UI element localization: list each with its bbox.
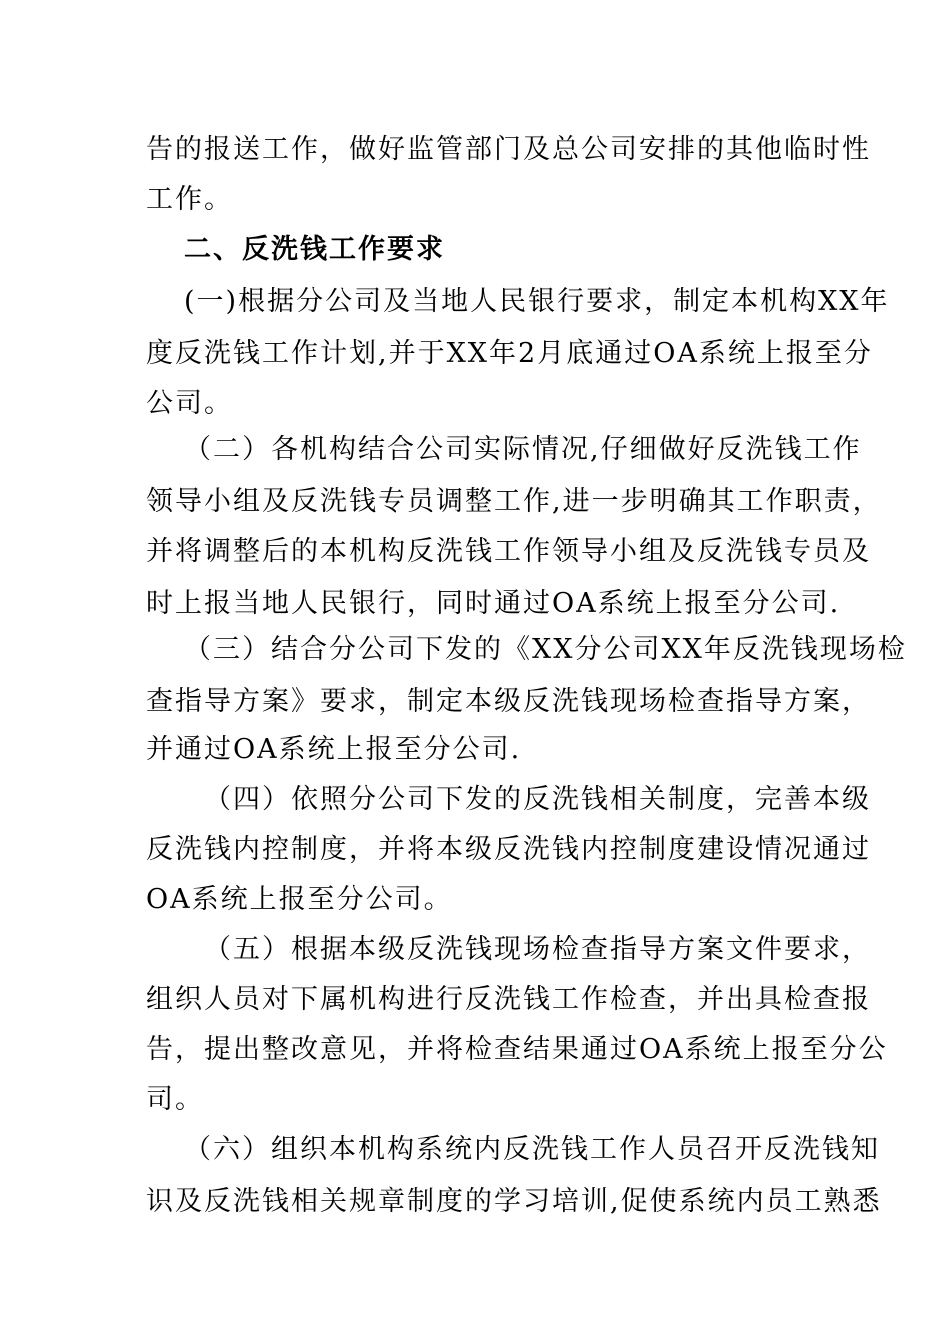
paragraph-line: OA系统上报至分公司。 (146, 884, 453, 915)
paragraph-line: （六）组织本机构系统内反洗钱工作人员召开反洗钱知 (184, 1134, 880, 1165)
paragraph-line: （二）各机构结合公司实际情况,仔细做好反洗钱工作 (184, 434, 862, 465)
paragraph-line: （四）依照分公司下发的反洗钱相关制度，完善本级 (204, 784, 871, 815)
paragraph-line: 司。 (146, 1084, 204, 1115)
paragraph-line: 公司。 (146, 388, 233, 419)
paragraph-line: （五）根据本级反洗钱现场检查指导方案文件要求， (204, 934, 871, 965)
paragraph-line: 度反洗钱工作计划,并于XX年2月底通过OA系统上报至分 (146, 338, 873, 369)
paragraph-line: 反洗钱内控制度，并将本级反洗钱内控制度建设情况通过 (146, 834, 871, 865)
paragraph-line: 告的报送工作，做好监管部门及总公司安排的其他临时性 (146, 134, 871, 165)
paragraph-line: 并通过OA系统上报至分公司. (146, 734, 522, 765)
paragraph-line: 识及反洗钱相关规章制度的学习培训,促使系统内员工熟悉 (146, 1186, 882, 1217)
paragraph-line: 领导小组及反洗钱专员调整工作,进一步明确其工作职责， (146, 486, 882, 517)
paragraph-line: (一)根据分公司及当地人民银行要求，制定本机构XX年 (184, 286, 890, 317)
paragraph-line: 告，提出整改意见，并将检查结果通过OA系统上报至分公 (146, 1034, 888, 1065)
paragraph-line: 时上报当地人民银行，同时通过OA系统上报至分公司. (146, 588, 841, 619)
paragraph-line: （三）结合分公司下发的《XX分公司XX年反洗钱现场检 (184, 634, 907, 665)
paragraph-line: 查指导方案》要求，制定本级反洗钱现场检查指导方案， (146, 686, 871, 717)
paragraph-line: 并将调整后的本机构反洗钱工作领导小组及反洗钱专员及 (146, 536, 871, 567)
paragraph-line: 工作。 (146, 184, 233, 215)
section-heading: 二、反洗钱工作要求 (184, 234, 445, 265)
paragraph-line: 组织人员对下属机构进行反洗钱工作检查，并出具检查报 (146, 984, 871, 1015)
